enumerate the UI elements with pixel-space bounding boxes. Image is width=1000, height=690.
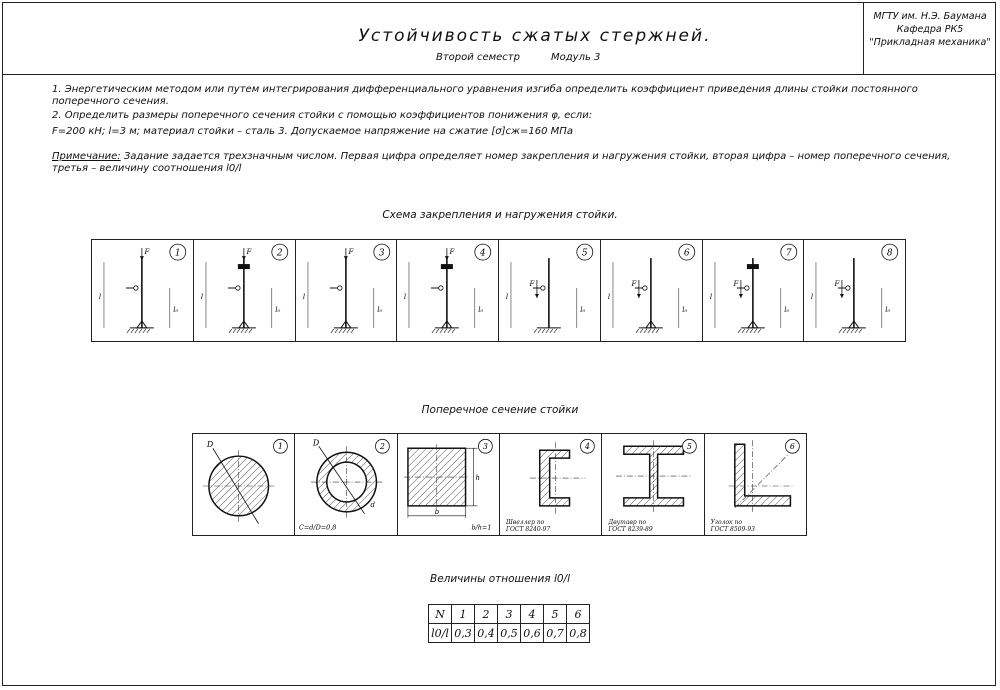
hinge-icon <box>439 286 443 290</box>
scheme-cell-8 <box>804 240 905 341</box>
dim-label-l: l <box>98 292 102 301</box>
ratio-value-cell: l0/l <box>429 624 452 643</box>
institution-name: МГТУ им. Н.Э. Баумана <box>873 11 987 22</box>
scheme-6-drawing <box>601 240 702 341</box>
force-arrowhead <box>738 294 742 298</box>
scheme-number: 1 <box>174 248 181 259</box>
square-ratio-note: b/h=1 <box>471 523 492 532</box>
ratio-caption: Величины отношения l0/l <box>429 573 570 585</box>
dim-label-l: l <box>505 292 509 301</box>
ratio-header-cell: N <box>429 605 452 624</box>
task-note <box>52 151 962 175</box>
schemes-row <box>91 239 906 342</box>
scheme-1-drawing <box>92 240 193 341</box>
hinge-icon <box>541 286 545 290</box>
task-line-3: F=200 кН; l=3 м; материал стойки – сталь 3. Допускаемое напряжение на сжатие [σ]сж=160 МПа <box>52 126 573 137</box>
scheme-number: 2 <box>276 248 283 259</box>
section-number-5: 5 <box>687 442 693 452</box>
dim-label-l: l <box>709 292 712 301</box>
dim-label-l0: l₀ <box>478 305 484 314</box>
force-arrowhead <box>637 294 641 298</box>
channel-note <box>506 519 550 533</box>
ratio-header-cell: 3 <box>498 605 521 624</box>
scheme-cell-5 <box>499 240 601 341</box>
section-cell-6 <box>705 434 806 535</box>
department-name: Кафедра РК5 <box>896 24 964 35</box>
force-arrowhead <box>343 256 347 260</box>
scheme-cell-4 <box>397 240 499 341</box>
dim-label-l: l <box>607 292 610 301</box>
ratio-header-cell: 5 <box>544 605 567 624</box>
force-arrowhead <box>445 256 449 260</box>
force-label: F <box>732 280 738 289</box>
ibeam-note <box>608 519 652 533</box>
top-clamp-icon <box>238 264 250 269</box>
scheme-4-drawing <box>397 240 498 341</box>
ratio-value-cell: 0,8 <box>567 624 590 643</box>
section-cell-5 <box>602 434 704 535</box>
force-arrowhead <box>840 294 844 298</box>
dim-label-l0: l₀ <box>173 305 179 314</box>
top-clamp-icon <box>441 264 453 269</box>
force-arrowhead <box>535 294 539 298</box>
force-label: F <box>834 280 840 289</box>
ibeam-note-line2: ГОСТ 8239-89 <box>608 526 653 533</box>
scheme-cell-1 <box>92 240 194 341</box>
semester-label: Второй семестр <box>436 52 520 63</box>
ratio-value-cell: 0,3 <box>452 624 475 643</box>
square-h-label: h <box>475 474 480 483</box>
force-label: F <box>529 280 535 289</box>
ratio-value-row <box>429 624 590 643</box>
sections-row <box>192 433 807 536</box>
hinge-icon <box>337 286 341 290</box>
dim-label-l0: l₀ <box>783 305 789 314</box>
module-label: Модуль 3 <box>551 52 601 63</box>
ring-small-d-label: d <box>370 500 376 509</box>
scheme-2-drawing <box>194 240 295 341</box>
ratio-value-cell: 0,5 <box>498 624 521 643</box>
note-label: Примечание: <box>52 151 121 162</box>
institution-block <box>866 10 994 49</box>
hinge-icon <box>235 286 239 290</box>
ratio-header-cell: 1 <box>452 605 475 624</box>
dim-label-l0: l₀ <box>682 305 688 314</box>
scheme-number: 3 <box>378 248 385 259</box>
scheme-8-drawing <box>804 240 905 341</box>
dim-label-l0: l₀ <box>580 305 586 314</box>
page-title: Устойчивость сжатых стержней. <box>358 26 712 46</box>
scheme-cell-3 <box>296 240 398 341</box>
force-label: F <box>144 248 150 257</box>
dim-label-l0: l₀ <box>376 305 382 314</box>
circle-section-drawing <box>193 434 294 535</box>
header-divider <box>2 74 996 75</box>
section-cell-3 <box>398 434 500 535</box>
ibeam-note-line1: Двутавр по <box>608 519 647 526</box>
channel-note-line1: Швеллер по <box>505 519 545 526</box>
dim-label-l0: l₀ <box>885 305 891 314</box>
task-line-2: 2. Определить размеры поперечного сечения стойки с помощью коэффициентов понижения φ, если: <box>52 110 593 121</box>
scheme-cell-6 <box>601 240 703 341</box>
dim-label-l: l <box>302 292 305 301</box>
section-cell-4 <box>500 434 602 535</box>
ring-ratio-note: C=d/D=0,8 <box>299 523 337 532</box>
scheme-5-drawing <box>499 240 600 341</box>
hinge-icon <box>846 286 850 290</box>
force-arrowhead <box>140 256 144 260</box>
scheme-cell-7 <box>703 240 805 341</box>
angle-note <box>711 519 755 533</box>
hinge-icon <box>744 286 748 290</box>
section-number-3: 3 <box>482 442 488 452</box>
top-clamp-icon <box>746 264 758 269</box>
ratio-header-cell: 2 <box>475 605 498 624</box>
ring-d-label: D <box>313 438 320 448</box>
force-label: F <box>347 248 353 257</box>
force-label: F <box>246 248 252 257</box>
ratio-value-cell: 0,7 <box>544 624 567 643</box>
ratio-header-cell: 4 <box>521 605 544 624</box>
ratio-header-row <box>429 605 590 624</box>
angle-note-line1: Уголок по <box>710 519 743 526</box>
scheme-number: 5 <box>581 248 588 259</box>
scheme-cell-2 <box>194 240 296 341</box>
force-arrowhead <box>242 256 246 260</box>
scheme-7-drawing <box>703 240 804 341</box>
section-number-4: 4 <box>584 442 590 452</box>
dim-label-l0: l₀ <box>275 305 281 314</box>
hinge-icon <box>642 286 646 290</box>
schemes-caption: Схема закрепления и нагружения стойки. <box>382 209 618 221</box>
section-number-2: 2 <box>380 442 386 452</box>
scheme-number: 7 <box>785 248 792 259</box>
dim-label-l: l <box>811 292 814 301</box>
scheme-number: 8 <box>887 248 893 259</box>
force-label: F <box>631 280 637 289</box>
task-line-1: 1. Энергетическим методом или путем интегрирования дифференциального уравнения изгиба определить коэффициент приведения длины стойки постоянного поперечного сечения. <box>52 84 918 107</box>
ratio-table <box>428 604 590 643</box>
header-separator <box>863 2 864 74</box>
dim-label-l: l <box>200 292 203 301</box>
ratio-header-cell: 6 <box>567 605 590 624</box>
circle-d-label: D <box>206 440 214 450</box>
hinge-icon <box>134 286 138 290</box>
section-number-6: 6 <box>789 442 795 452</box>
scheme-number: 6 <box>683 248 690 259</box>
channel-note-line2: ГОСТ 8240-97 <box>505 526 551 533</box>
note-text: Задание задается трехзначным числом. Первая цифра определяет номер закрепления и нагружения стойки, вторая цифра – номер поперечного сечения, третья – величину соотношения l0/l <box>52 151 951 174</box>
section-cell-1 <box>193 434 295 535</box>
sections-caption: Поперечное сечение стойки <box>421 404 579 416</box>
scheme-number: 4 <box>480 248 486 259</box>
section-number-1: 1 <box>277 442 283 452</box>
ratio-value-cell: 0,6 <box>521 624 544 643</box>
angle-note-line2: ГОСТ 8509-93 <box>710 526 755 533</box>
square-b-label: b <box>434 507 439 516</box>
ratio-value-cell: 0,4 <box>475 624 498 643</box>
dim-label-l: l <box>404 292 407 301</box>
square-section-drawing <box>398 434 499 535</box>
ring-section-drawing <box>295 434 396 535</box>
force-label: F <box>449 248 455 257</box>
scheme-3-drawing <box>296 240 397 341</box>
section-cell-2 <box>295 434 397 535</box>
department-subject: "Прикладная механика" <box>869 37 991 48</box>
